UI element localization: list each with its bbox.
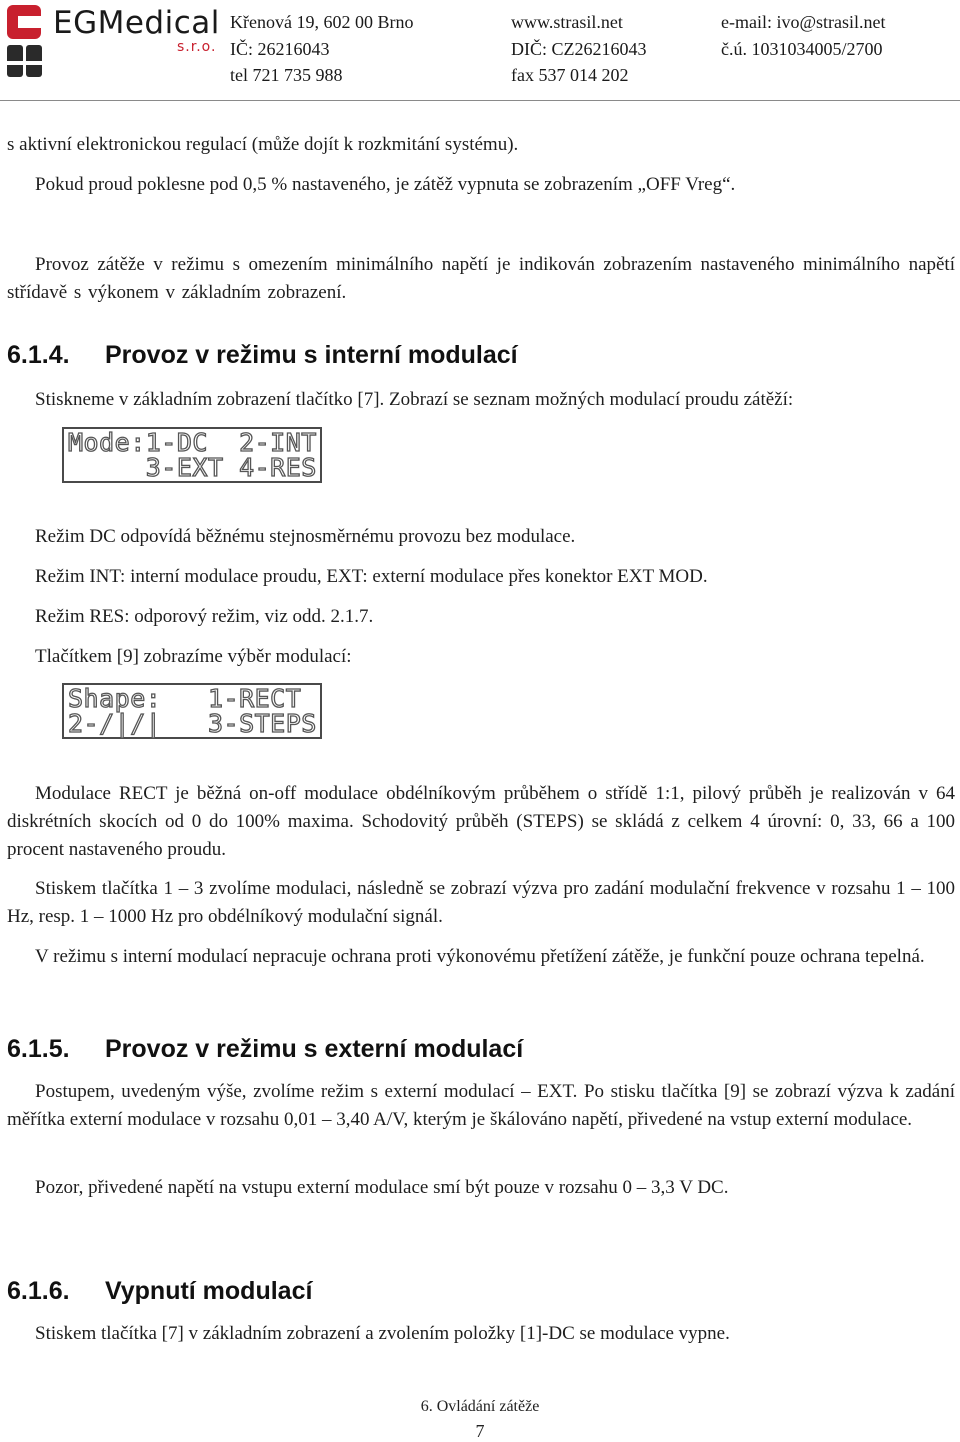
paragraph: Režim DC odpovídá běžnému stejnosměrnému provozu bez modulace. bbox=[35, 526, 576, 547]
header-email: e-mail: ivo@strasil.net bbox=[721, 12, 886, 32]
paragraph: Modulace RECT je běžná on-off modulace obdélníkovým průběhem o střídě 1:1, pilový průběh je realizován v 64 diskrétních skocích od 0 do 100% maxima. Schodovitý průběh (STEPS) se skládá z celkem 4 úrovní: 0, 33, 66 a 100 procent nastaveného proudu. bbox=[7, 783, 955, 860]
lcd-display-mode bbox=[62, 427, 322, 483]
header-address-column bbox=[230, 9, 413, 89]
header-bank-account: č.ú. 1031034005/2700 bbox=[721, 38, 883, 59]
paragraph: Postupem, uvedeným výše, zvolíme režim s externí modulací – EXT. Po stisku tlačítka [9] se zobrazí výzva k zadání měřítka externí modulace v rozsahu 0,01 – 3,40 A/V, kterým je škálováno napětí, přivedené na vstup externí modulace. bbox=[7, 1081, 955, 1130]
paragraph: Režim RES: odporový režim, viz odd. 2.1.7. bbox=[35, 606, 374, 627]
lcd-line: 2-/|/| 3-STEPS bbox=[68, 709, 317, 738]
lcd-line: 3-EXT 4-RES bbox=[68, 453, 317, 482]
paragraph: Pokud proud poklesne pod 0,5 % nastaveného, je zátěž vypnuta se zobrazením „OFF Vreg“. bbox=[35, 174, 736, 195]
footer-section-label: 6. Ovládání zátěže bbox=[420, 1398, 540, 1415]
section-heading-6-1-5 bbox=[7, 1035, 523, 1064]
logo-suffix: s.r.o. bbox=[177, 39, 217, 55]
section-title: Provoz v režimu s externí modulací bbox=[105, 1035, 524, 1063]
section-heading-6-1-6 bbox=[7, 1277, 312, 1306]
paragraph: V režimu s interní modulací nepracuje ochrana proti výkonovému přetížení zátěže, je funkční pouze ochrana tepelná. bbox=[35, 946, 925, 967]
paragraph: Pozor, přivedené napětí na vstupu externí modulace smí být pouze v rozsahu 0 – 3,3 V DC. bbox=[35, 1177, 729, 1198]
lcd-line: Mode:1-DC 2-INT bbox=[68, 428, 317, 457]
company-logo bbox=[7, 5, 220, 77]
paragraph: Tlačítkem [9] zobrazíme výběr modulací: bbox=[35, 646, 352, 667]
section-number: 6.1.4. bbox=[7, 341, 70, 369]
header-address: Křenová 19, 602 00 Brno bbox=[230, 12, 414, 32]
header-ic: IČ: 26216043 bbox=[230, 38, 330, 59]
paragraph: Stiskem tlačítka 1 – 3 zvolíme modulaci, následně se zobrazí výzva pro zadání modulační frekvence v rozsahu 1 – 100 Hz, resp. 1 – 1000 Hz pro obdélníkový modulační signál. bbox=[7, 878, 955, 927]
paragraph: Provoz zátěže v režimu s omezením minimálního napětí je indikován zobrazením nastaveného minimálního napětí střídavě s výkonem v základním zobrazení. bbox=[7, 254, 955, 303]
paragraph: Stiskem tlačítka [7] v základním zobrazení a zvolením položky [1]-DC se modulace vypne. bbox=[35, 1323, 730, 1344]
section-number: 6.1.5. bbox=[7, 1035, 70, 1063]
header-fax: fax 537 014 202 bbox=[511, 65, 629, 85]
paragraph: Stiskneme v základním zobrazení tlačítko [7]. Zobrazí se seznam možných modulací proudu zátěží: bbox=[35, 389, 794, 410]
header-phone: tel 721 735 988 bbox=[230, 65, 343, 85]
paragraph: Režim INT: interní modulace proudu, EXT: externí modulace přes konektor EXT MOD. bbox=[35, 566, 708, 587]
section-heading-6-1-4 bbox=[7, 341, 518, 370]
section-number: 6.1.6. bbox=[7, 1277, 70, 1305]
header-divider bbox=[0, 100, 960, 101]
header-contact-column bbox=[721, 9, 886, 62]
header-website: www.strasil.net bbox=[511, 12, 623, 32]
section-title: Provoz v režimu s interní modulací bbox=[105, 341, 518, 369]
header-web-column bbox=[511, 9, 647, 89]
logo-name: EGMedical bbox=[53, 5, 220, 41]
paragraph: s aktivní elektronickou regulací (může dojít k rozkmitání systému). bbox=[7, 134, 519, 155]
page-number: 7 bbox=[475, 1421, 485, 1441]
section-title: Vypnutí modulací bbox=[105, 1277, 313, 1305]
lcd-display-shape bbox=[62, 683, 322, 739]
lcd-line: Shape: 1-RECT bbox=[68, 684, 302, 713]
logo-mark-icon bbox=[7, 5, 49, 77]
letterhead bbox=[0, 0, 960, 102]
header-dic: DIČ: CZ26216043 bbox=[511, 38, 647, 59]
